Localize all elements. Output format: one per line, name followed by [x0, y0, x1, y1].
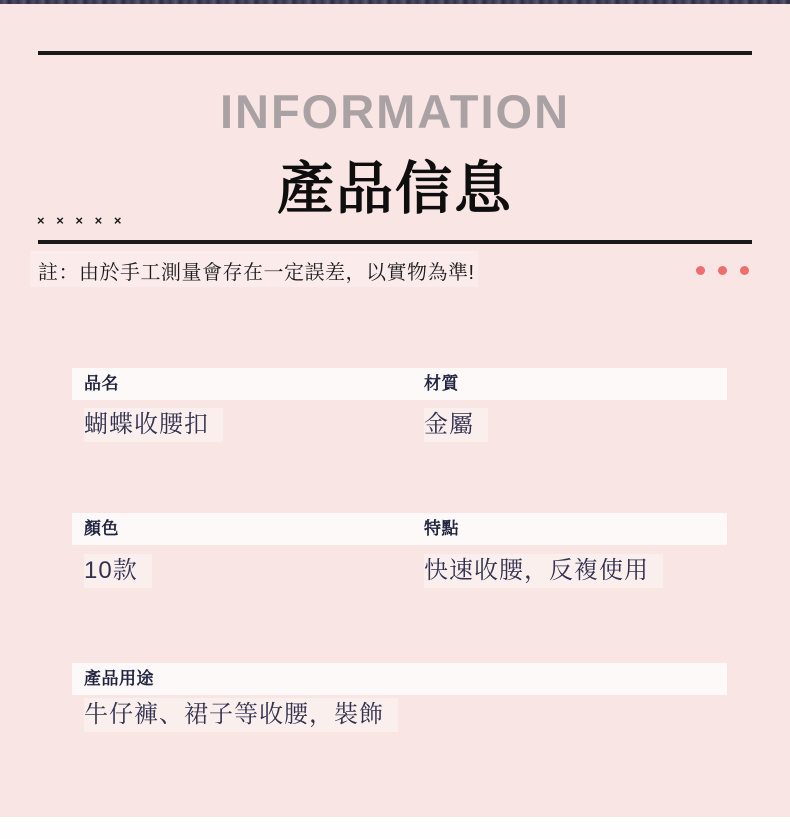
spec-header-bar-usage	[72, 663, 727, 695]
ellipsis-dots	[696, 266, 756, 276]
top-divider-line	[38, 51, 752, 55]
spec-header-bar-name-material	[72, 368, 727, 400]
spec-label-color: 顏色	[84, 519, 119, 538]
top-image-edge-strip	[0, 0, 790, 4]
decorative-x-marks: × × × × ×	[37, 213, 126, 228]
spec-label-material: 材質	[424, 374, 459, 393]
measurement-disclaimer-note: 註：由於手工測量會存在一定誤差，以實物為準!	[38, 262, 475, 284]
coral-dot-icon	[718, 266, 727, 275]
spec-value-feature: 快速收腰，反複使用	[424, 554, 663, 588]
spec-label-usage: 產品用途	[84, 669, 154, 688]
spec-value-product-name: 蝴蝶收腰扣	[84, 408, 223, 442]
spec-header-bar-color-feature	[72, 513, 727, 545]
spec-values-name-material	[0, 408, 790, 442]
section-title-chinese: 產品信息	[277, 157, 513, 221]
coral-dot-icon	[696, 266, 705, 275]
spec-value-color: 10款	[84, 554, 152, 588]
spec-value-material: 金屬	[424, 408, 488, 442]
section-title-english: INFORMATION	[219, 85, 571, 138]
spec-value-usage: 牛仔褲、裙子等收腰，裝飾	[84, 698, 398, 732]
spec-values-usage	[0, 698, 790, 732]
spec-label-feature: 特點	[424, 519, 459, 538]
bottom-divider-line	[38, 240, 752, 244]
coral-dot-icon	[740, 266, 749, 275]
spec-values-color-feature	[0, 554, 790, 588]
spec-label-product-name: 品名	[84, 374, 119, 393]
bottom-white-gap	[0, 817, 790, 839]
